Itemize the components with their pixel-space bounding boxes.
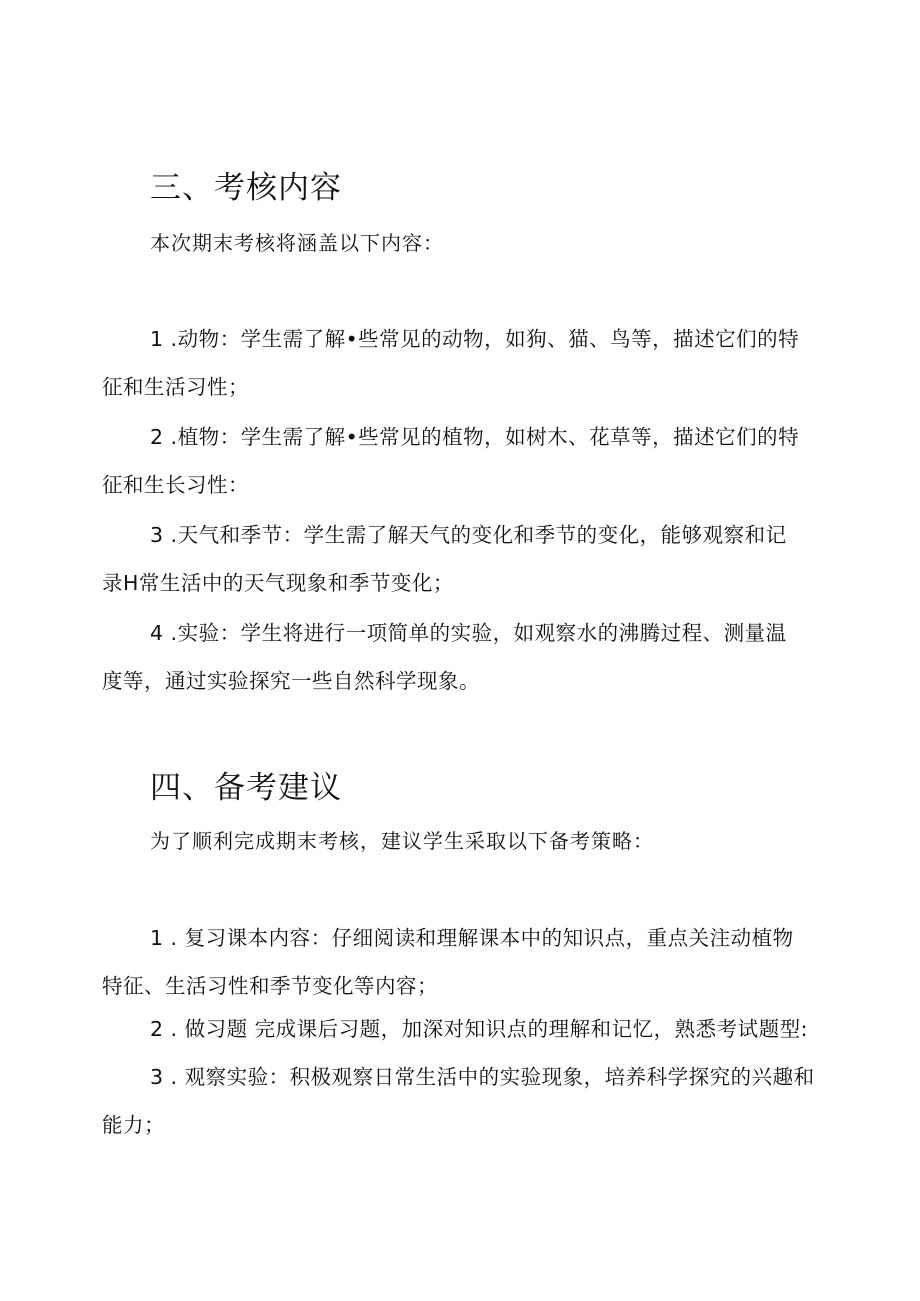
section-4-intro: 为了顺利完成期末考核，建议学生采取以下备考策略： xyxy=(150,829,654,853)
section-3-heading: 三、考核内容 xyxy=(150,170,342,206)
section-4-item-2 xyxy=(102,1005,818,1053)
item-line: 录H常生活中的天气现象和季节变化； xyxy=(102,571,454,595)
item-line: 4 .实验：学生将进行一项简单的实验，如观察水的沸腾过程、测量温 xyxy=(150,621,787,645)
item-line: 征和生活习性； xyxy=(102,375,249,399)
section-4-item-3 xyxy=(102,1053,818,1149)
section-3-item-2 xyxy=(102,413,818,509)
item-line: 1 .动物：学生需了解•些常见的动物，如狗、猫、鸟等，描述它们的特 xyxy=(150,327,800,351)
section-4-heading: 四、备考建议 xyxy=(150,770,342,806)
item-line: 征和生长习性： xyxy=(102,473,249,497)
item-line: 1 . 复习课本内容：仔细阅读和理解课本中的知识点，重点关注动植物 xyxy=(150,926,794,950)
item-line: 3 .天气和季节：学生需了解天气的变化和季节的变化，能够观察和记 xyxy=(150,523,787,547)
section-3-intro: 本次期末考核将涵盖以下内容： xyxy=(150,231,444,255)
item-line: 2 . 做习题 完成课后习题，加深对知识点的理解和记忆，熟悉考试题型: xyxy=(150,1017,809,1041)
item-line: 3 . 观察实验：积极观察日常生活中的实验现象，培养科学探究的兴趣和 xyxy=(150,1065,815,1089)
item-line: 特征、生活习性和季节变化等内容； xyxy=(102,974,438,998)
item-line: 2 .植物：学生需了解•些常见的植物，如树木、花草等，描述它们的特 xyxy=(150,425,800,449)
item-line: 度等，通过实验探究一些自然科学现象。 xyxy=(102,669,480,693)
section-3-item-1 xyxy=(102,315,818,411)
section-3-item-3 xyxy=(102,511,818,607)
item-line: 能力； xyxy=(102,1113,165,1137)
section-3-item-4 xyxy=(102,609,818,705)
section-4-item-1 xyxy=(102,914,818,1010)
